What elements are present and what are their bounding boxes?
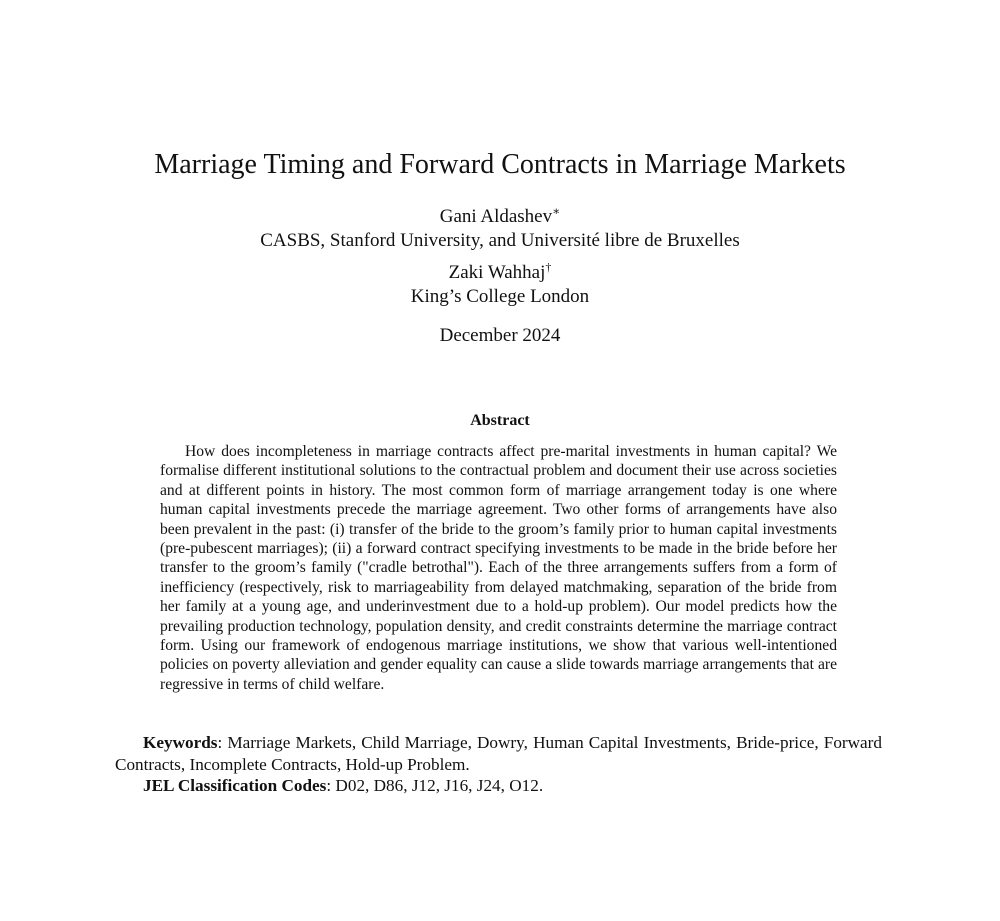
paper-title: Marriage Timing and Forward Contracts in Marriage Markets	[154, 149, 846, 180]
abstract-heading: Abstract	[470, 412, 530, 429]
keywords-label: Keywords	[143, 733, 218, 752]
author-1-footnote-mark[interactable]: ∗	[552, 204, 561, 218]
author-1-line	[0, 205, 1000, 229]
author-2-line	[0, 261, 1000, 285]
keywords-block	[115, 732, 882, 775]
abstract-body: How does incompleteness in marriage contracts affect pre-marital investments in human capital? We formalise different institutional solutions to the contractual problem and document their use across societies and at different points in history. The most common form of marriage arrangement today is one where human capital investments precede the marriage agreement. Two other forms of arrangements have also been prevalent in the past: (i) transfer of the bride to the groom’s family prior to human capital investments (pre-pubescent marriages); (ii) a forward contract specifying investments to be made in the bride before her transfer to the groom’s family ("cradle betrothal"). Each of the three arrangements suffers from a form of inefficiency (respectively, risk to marriageability from delayed matchmaking, separation of the bride from her family at a young age, and underinvestment due to a hold-up problem). Our model predicts how the prevailing production technology, population density, and credit constraints determine the marriage contract form. Using our framework of endogenous marriage institutions, we show that various well-intentioned policies on poverty alleviation and gender equality can cause a slide towards marriage arrangements that are regressive in terms of child welfare.	[160, 443, 837, 693]
author-1-name: Gani Aldashev	[439, 206, 553, 227]
author-2-affiliation: King’s College London	[410, 286, 590, 307]
jel-block	[115, 775, 882, 797]
author-2-name: Zaki Wahhaj	[448, 262, 546, 283]
jel-label: JEL Classification Codes	[143, 776, 327, 795]
author-2-footnote-mark[interactable]: †	[545, 260, 552, 274]
jel-codes-text: : D02, D86, J12, J16, J24, O12.	[326, 776, 544, 795]
paper-date: December 2024	[439, 325, 561, 346]
author-1-affiliation: CASBS, Stanford University, and Université libre de Bruxelles	[260, 230, 740, 251]
keywords-text: : Marriage Markets, Child Marriage, Dowry, Human Capital Investments, Bride-price, Forward Contracts, Incomplete Contracts, Hold-up Problem.	[115, 733, 882, 774]
